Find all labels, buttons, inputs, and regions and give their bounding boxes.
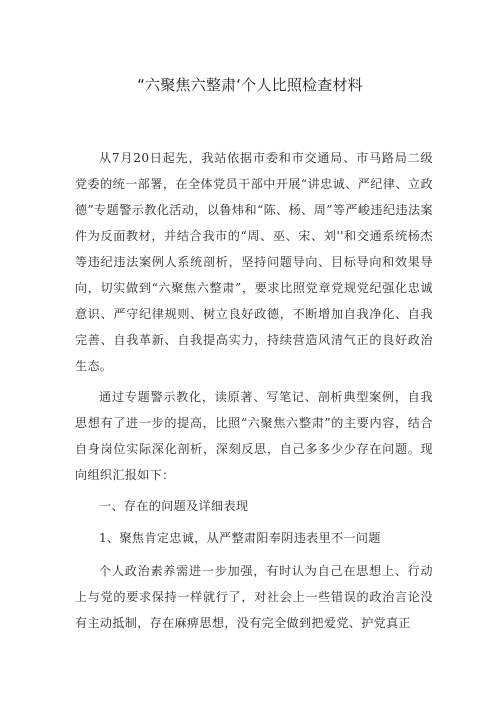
section-heading: 一、存在的问题及详细表现 (99, 499, 249, 513)
paragraph-political: 个人政治素养需进一步加强，有时认为自己在思想上、行动上与党的要求保持一样就行了，对社会上一些错误的政治言论没有主动抵制，存在麻痹思想，没有完全做到把爱党、护党真正 (75, 564, 433, 630)
paragraph-report: 通过专题警示教化，读原著、写笔记、剖析典型案例，自我思想有了进一步的提高，比照“六聚焦六整肃”的主要内容，结合自身岗位实际深化剖析，深刻反思，自己多多少少存在问题。现向组织汇报如下： (75, 390, 433, 482)
document-title: “六聚焦六整肃‘个人比照检查材料 (137, 76, 363, 94)
subsection-heading: 1、聚焦肯定忠诚，从严整肃阳奉阴违表里不一问题 (99, 531, 381, 545)
paragraph-intro: 从7月20日起先，我站依据市委和市交通局、市马路局二级党委的统一部署，在全体党员干部中开展“讲忠诚、严纪律、立政德”专题警示教化活动，以鲁炜和“陈、杨、周”等严峻违纪违法案件为反面教材，并结合我市的“周、巫、宋、刘''和交通系统杨杰等违纪违法案例人系统剖析，坚持问题导向、目标导向和效果导向，切实做到“六聚焦六整肃”，要求比照党章党规党纪强化忠诚意识、严守纪律规则、树立良好政德，不断增加自我净化、自我完善、自我革新、自我提高实力，持续营造风清气正的良好政治生态。 (75, 151, 433, 373)
